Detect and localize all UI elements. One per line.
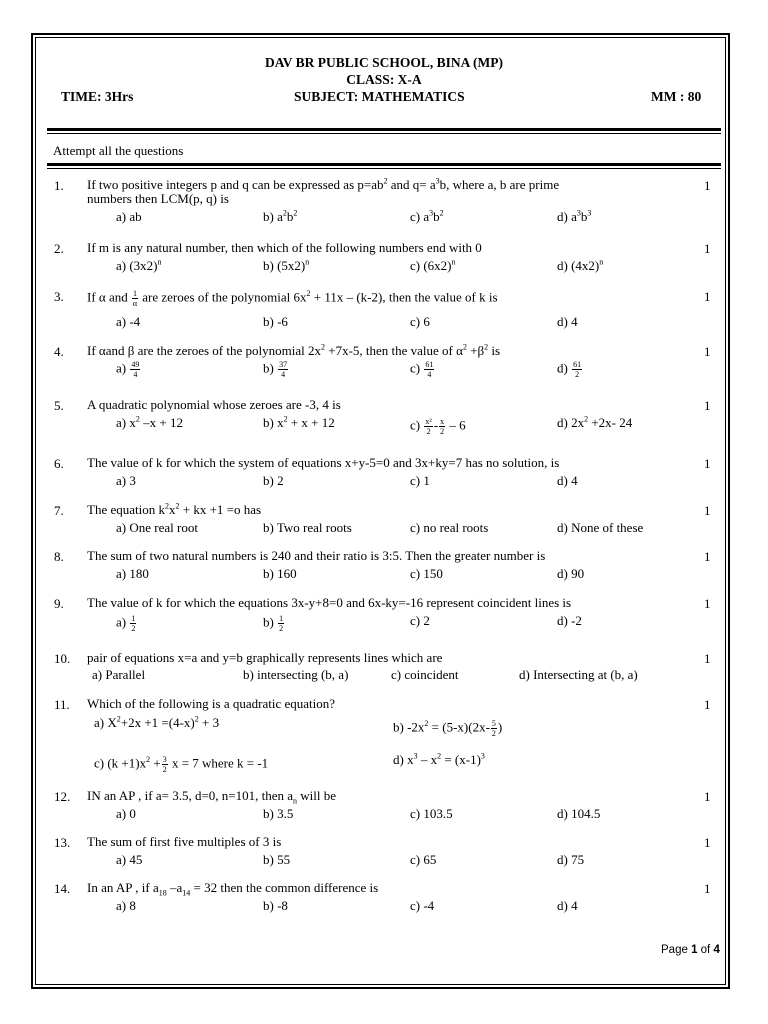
question-number: 9. [54,596,64,611]
option-b: b) 55 [263,852,291,867]
option-b: b) Two real roots [263,520,352,535]
option-b: b) 2 [263,473,284,488]
option-d: d) Intersecting at (b, a) [519,667,638,682]
option-d: d) 4 [557,314,578,329]
option-b: b) -6 [263,314,288,329]
question-text: The sum of first five multiples of 3 is [87,834,282,849]
option-a: a) 8 [116,898,136,913]
option-c: c) -4 [410,898,435,913]
option-a: a) $X^2+2x +1 =(4-x)^2 + 3$ [94,714,220,730]
question-text: IN an AP , if a= 3.5, d=0, n=101, then $a_n$ will be [87,788,337,806]
question-mark: 1 [704,398,711,413]
question-number: 14. [54,881,71,896]
option-b: b) -8 [263,898,288,913]
option-c: c) no real roots [410,520,489,535]
question-text: If αand β are the zeroes of the polynomial $2x^2 +7x-5$, then the value of $\alpha^2 +\beta^2$ is [87,342,501,358]
option-b: b) $a^2b^2$ [263,208,298,224]
option-a: a) $\frac{1}{2}$ [116,614,136,633]
question-number: 11. [54,697,70,712]
question-mark: 1 [704,178,711,193]
option-d: d) $(4x2)^n$ [557,257,604,273]
option-d: d) 75 [557,852,585,867]
option-d: d) $a^3b^3$ [557,208,592,224]
option-a: a) 3 [116,473,136,488]
subject-label: SUBJECT: MATHEMATICS [294,89,465,104]
instruction-text: Attempt all the questions [53,143,184,158]
option-a: a) $\frac{49}{4}$ [116,360,140,379]
option-d: d) 90 [557,566,585,581]
question-number: 2. [54,241,64,256]
option-a: a) 45 [116,852,143,867]
question-text: If m is any natural number, then which of the following numbers end with 0 [87,240,482,255]
question-number: 3. [54,289,64,304]
option-b: b) intersecting (b, a) [243,667,349,682]
question-number: 1. [54,178,64,193]
option-c: c) $(6x2)^n$ [410,257,456,273]
question-mark: 1 [704,289,711,304]
option-c: c) 6 [410,314,430,329]
question-mark: 1 [704,881,711,896]
header-divider [47,128,721,131]
question-number: 7. [54,503,64,518]
question-text: Which of the following is a quadratic equation? [87,696,336,711]
option-a: a) ab [116,209,142,224]
max-marks-label: MM : 80 [651,89,702,104]
option-c: c) $(k +1)x^2$ + $\frac{3}{2}$ x = 7 where k = -1 [94,755,269,774]
school-name: DAV BR PUBLIC SCHOOL, BINA (MP) [264,55,504,70]
question-text: If two positive integers p and q can be expressed as $p=ab^2$ and $q= a^3b$, where a, b are prime numbers then LCM(p, q) is [87,176,560,206]
question-text: pair of equations x=a and y=b graphically represents lines which are [87,650,443,665]
option-c: c) $\frac{61}{4}$ [410,360,434,379]
option-a: a) One real root [116,520,198,535]
option-c: c) 150 [410,566,443,581]
question-mark: 1 [704,789,711,804]
question-mark: 1 [704,596,711,611]
question-mark: 1 [704,549,711,564]
option-b: b) $-2x^2 = (5-x)(2x-$ $\frac{5}{2}$ ) [393,719,503,738]
option-c: c) $\frac{\text{x²}}{2}$ - $\frac{x}{2}$ – 6 [410,417,466,436]
option-c: c) coincident [391,667,459,682]
header-divider-thin [47,133,721,134]
option-b: b) $\frac{1}{2}$ [263,614,284,633]
option-d: d) $2x^2 +2x-$ 24 [557,414,633,430]
option-d: d) $x^3 - x^2 = (x-1)^3$ [393,751,485,767]
question-number: 13. [54,835,71,850]
question-text: The sum of two natural numbers is 240 and their ratio is 3:5. Then the greater number is [87,548,546,563]
question-text: The value of k for which the equations 3x-y+8=0 and 6x-ky=-16 represent coincident lines is [87,595,572,610]
page-number: Page 1 of 4 [661,944,720,956]
option-b: b) $(5x2)^n$ [263,257,310,273]
option-a: a) 0 [116,806,136,821]
question-text: A quadratic polynomial whose zeroes are -3, 4 is [87,397,341,412]
question-number: 10. [54,651,71,666]
question-number: 5. [54,398,64,413]
option-b: b) 160 [263,566,297,581]
class-label: CLASS: X-A [346,72,422,87]
option-a: a) -4 [116,314,141,329]
option-b: b) $x^2 + x + 12$ [263,414,335,430]
question-mark: 1 [704,651,711,666]
option-a: a) $x^2$ –x + 12 [116,414,183,430]
option-d: d) 4 [557,473,578,488]
question-mark: 1 [704,835,711,850]
option-c: c) 65 [410,852,437,867]
option-b: b) $\frac{37}{4}$ [263,360,288,379]
question-mark: 1 [704,344,711,359]
question-mark: 1 [704,697,711,712]
instruction-divider-thin [47,168,721,169]
option-a: a) Parallel [92,667,146,682]
option-d: d) 4 [557,898,578,913]
question-text: The value of k for which the system of equations x+y-5=0 and 3x+ky=7 has no solution, is [87,455,560,470]
question-number: 8. [54,549,64,564]
option-c: c) 1 [410,473,430,488]
question-mark: 1 [704,456,711,471]
option-d: d) None of these [557,520,644,535]
question-mark: 1 [704,503,711,518]
option-c: c) 2 [410,613,430,628]
time-label: TIME: 3Hrs [61,89,134,104]
option-d: d) $\frac{61}{2}$ [557,360,582,379]
question-number: 4. [54,344,64,359]
option-c: c) 103.5 [410,806,453,821]
question-text: In an AP , if $a_{18}$ $-a_{14} = 32$ then the common difference is [87,880,379,898]
question-number: 12. [54,789,71,804]
question-number: 6. [54,456,64,471]
question-mark: 1 [704,241,711,256]
option-a: a) $(3x2)^n$ [116,257,162,273]
option-c: c) $a^3b^2$ [410,208,444,224]
option-a: a) 180 [116,566,149,581]
option-d: d) 104.5 [557,806,601,821]
option-d: d) -2 [557,613,582,628]
option-b: b) 3.5 [263,806,294,821]
question-text: The equation $k^2x^2$ + kx +1 =o has [87,501,262,517]
instruction-divider [47,163,721,166]
question-text: If α and $\frac{1}{\alpha}$ are zeroes of the polynomial $6x^2 + 11x - (k-2)$, then the value of k is [87,289,498,308]
